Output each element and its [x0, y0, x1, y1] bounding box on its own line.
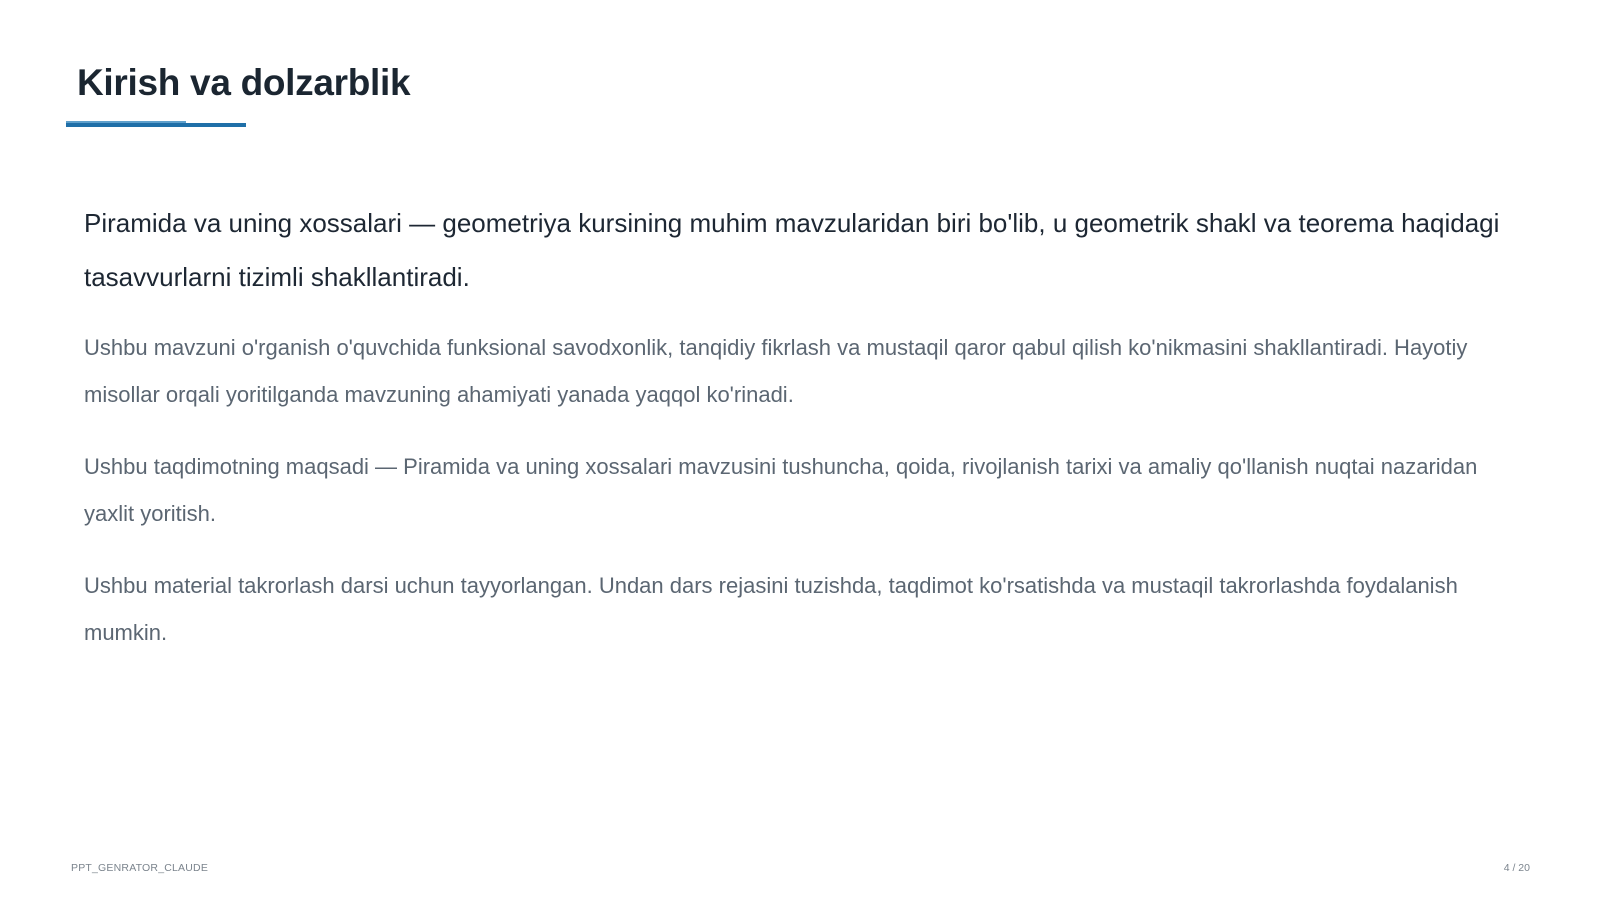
- slide-content: [84, 196, 1504, 681]
- slide-title: Kirish va dolzarblik: [77, 62, 411, 103]
- body-paragraph: Ushbu mavzuni o'rganish o'quvchida funksional savodxonlik, tanqidiy fikrlash va mustaqil qaror qabul qilish ko'nikmasini shakllantiradi. Hayotiy misollar orqali yoritilganda mavzuning ahamiyati yanada yaqqol ko'rinadi.: [84, 335, 1468, 407]
- footer-source: PPT_GENRATOR_CLAUDE: [71, 862, 209, 874]
- page-number: 4 / 20: [1503, 862, 1530, 874]
- lead-paragraph: Piramida va uning xossalari — geometriya kursining muhim mavzularidan biri bo'lib, u geometrik shakl va teorema haqidagi tasavvurlarni tizimli shakllantiradi.: [84, 208, 1500, 292]
- body-paragraph: Ushbu taqdimotning maqsadi — Piramida va uning xossalari mavzusini tushuncha, qoida, rivojlanish tarixi va amaliy qo'llanish nuqtai nazaridan yaxlit yoritish.: [84, 454, 1478, 526]
- title-underline: [66, 123, 246, 127]
- body-paragraph: Ushbu material takrorlash darsi uchun tayyorlangan. Undan dars rejasini tuzishda, taqdimot ko'rsatishda va mustaqil takrorlashda foydalanish mumkin.: [84, 573, 1458, 645]
